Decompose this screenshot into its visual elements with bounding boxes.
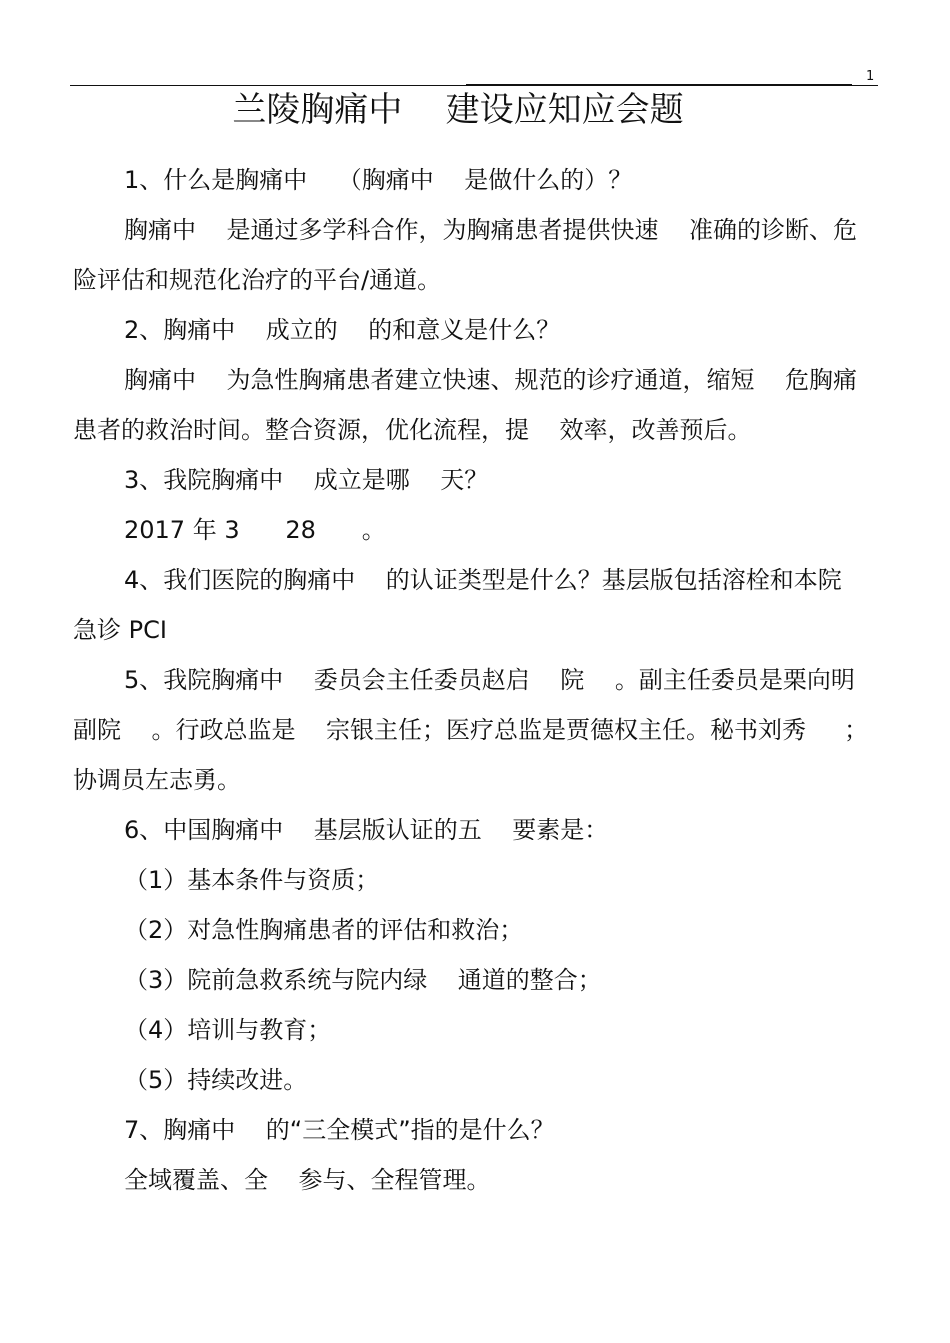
text-line: 5、我院胸痛中 委员会主任委员赵启 院 。副主任委员是栗向明 <box>124 666 855 694</box>
text-line: 险评估和规范化治疗的平台/通道。 <box>73 266 442 294</box>
text-line: 急诊 PCI <box>73 616 167 644</box>
text-line: 1、什么是胸痛中 （胸痛中 是做什么的）？ <box>124 166 633 194</box>
text-line: （3）院前急救系统与院内绿 通道的整合； <box>124 966 602 994</box>
text-line: 7、胸痛中 的“三全模式”指的是什么？ <box>124 1116 555 1144</box>
page-number: 1 <box>866 69 875 84</box>
text-line: 副院 。行政总监是 宗银主任；医疗总监是贾德权主任。秘书刘秀 ； <box>73 716 869 744</box>
text-line: 3、我院胸痛中 成立是哪 天？ <box>124 466 489 494</box>
text-line: 6、中国胸痛中 基层版认证的五 要素是： <box>124 816 609 844</box>
document-title: 兰陵胸痛中 建设应知应会题 <box>232 90 684 130</box>
text-line: 全域覆盖、全 参与、全程管理。 <box>124 1166 491 1194</box>
text-line: 患者的救治时间。整合资源，优化流程，提 效率，改善预后。 <box>73 416 752 444</box>
text-line: 协调员左志勇。 <box>73 766 241 794</box>
text-line: 胸痛中 为急性胸痛患者建立快速、规范的诊疗通道，缩短 危胸痛 <box>124 366 858 394</box>
document-body <box>73 155 880 1205</box>
header-rule-accent <box>466 84 852 86</box>
text-line: （1）基本条件与资质； <box>124 866 380 894</box>
text-line: 2、胸痛中 成立的 的和意义是什么？ <box>124 316 561 344</box>
text-line: （4）培训与教育； <box>124 1016 332 1044</box>
text-line: 胸痛中 是通过多学科合作，为胸痛患者提供快速 准确的诊断、危 <box>124 216 858 244</box>
text-line: （2）对急性胸痛患者的评估和救治； <box>124 916 524 944</box>
text-line: 2017 年 3 28 。 <box>124 516 386 544</box>
text-line: 4、我们医院的胸痛中 的认证类型是什么？基层版包括溶栓和本院 <box>124 566 842 594</box>
text-line: （5）持续改进。 <box>124 1066 308 1094</box>
